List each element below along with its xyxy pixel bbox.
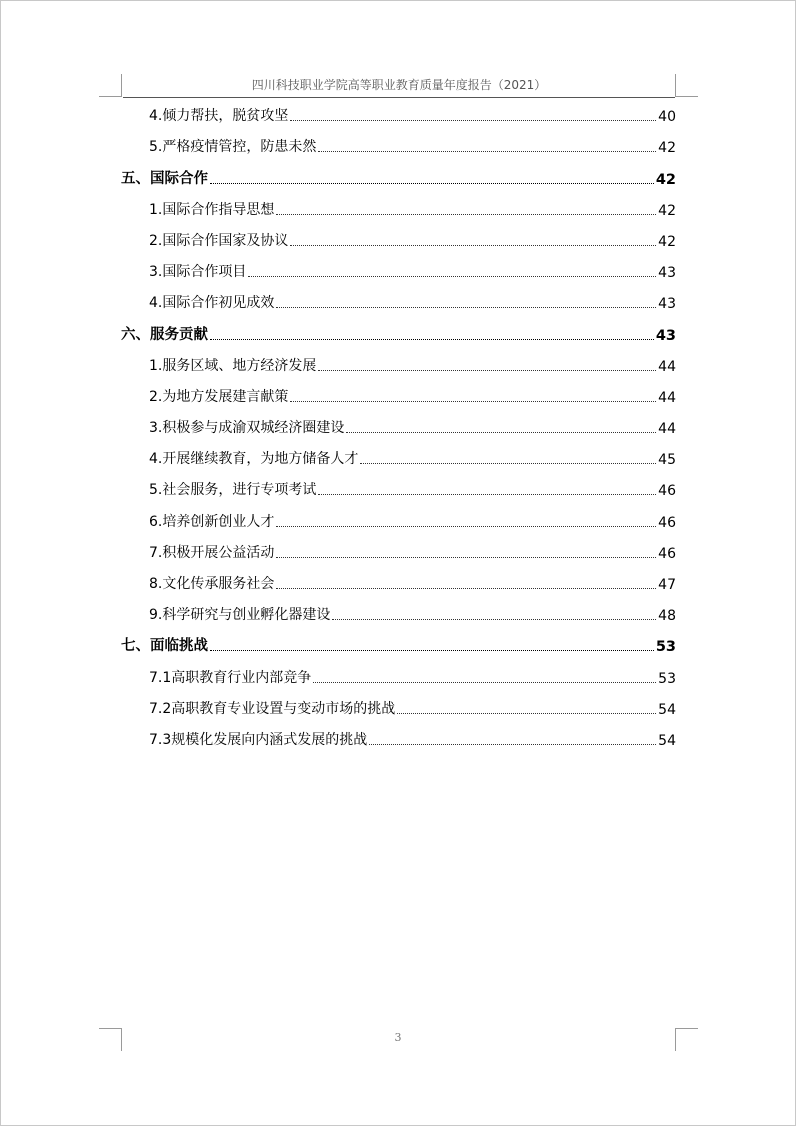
toc-section-entry[interactable] <box>121 316 676 347</box>
toc-entry-label: 3.积极参与成渝双城经济圈建设 <box>149 420 345 437</box>
toc-dot-leader <box>346 432 656 433</box>
toc-entry-label: 5.社会服务，进行专项考试 <box>149 482 317 499</box>
toc-section-entry[interactable] <box>121 160 676 191</box>
toc-entry-label: 7.1高职教育行业内部竞争 <box>149 669 312 686</box>
toc-subsection-entry[interactable] <box>121 659 676 690</box>
table-of-contents <box>121 98 676 753</box>
toc-entry-label: 9.科学研究与创业孵化器建设 <box>149 607 331 624</box>
toc-entry-label: 5.严格疫情管控，防患未然 <box>149 139 317 156</box>
page-header-title: 四川科技职业学院高等职业教育质量年度报告（2021） <box>251 78 547 92</box>
toc-subsection-entry[interactable] <box>121 285 676 316</box>
toc-entry-page: 54 <box>658 701 676 718</box>
toc-entry-page: 53 <box>658 670 676 687</box>
toc-entry-page: 44 <box>658 358 676 375</box>
toc-entry-label: 8.文化传承服务社会 <box>149 576 275 592</box>
toc-subsection-entry[interactable] <box>121 192 676 223</box>
toc-subsection-entry[interactable] <box>121 410 676 441</box>
toc-entry-label: 7.2高职教育专业设置与变动市场的挑战 <box>149 700 396 717</box>
toc-entry-label: 4.倾力帮扶，脱贫攻坚 <box>149 108 289 125</box>
toc-entry-page: 43 <box>658 265 676 282</box>
toc-entry-page: 42 <box>655 171 676 188</box>
toc-entry-page: 43 <box>658 296 676 313</box>
toc-entry-page: 48 <box>658 608 676 625</box>
toc-dot-leader <box>369 744 656 745</box>
toc-entry-label: 4.国际合作初见成效 <box>149 295 275 312</box>
toc-subsection-entry[interactable] <box>121 348 676 379</box>
toc-subsection-entry[interactable] <box>121 566 676 597</box>
toc-entry-label: 7.3规模化发展向内涵式发展的挑战 <box>149 731 368 748</box>
toc-dot-leader <box>276 526 656 527</box>
toc-dot-leader <box>248 276 656 277</box>
toc-entry-label: 3.国际合作项目 <box>149 264 247 281</box>
toc-dot-leader <box>318 494 656 495</box>
toc-subsection-entry[interactable] <box>121 691 676 722</box>
toc-dot-leader <box>276 588 656 589</box>
toc-entry-page: 40 <box>658 109 676 126</box>
toc-entry-page: 46 <box>658 514 676 531</box>
page-number: 3 <box>394 1031 402 1044</box>
toc-subsection-entry[interactable] <box>121 722 676 753</box>
toc-dot-leader <box>397 713 656 714</box>
toc-dot-leader <box>210 650 654 651</box>
toc-entry-page: 46 <box>658 545 676 562</box>
toc-dot-leader <box>360 463 656 464</box>
toc-subsection-entry[interactable] <box>121 441 676 472</box>
toc-entry-label: 六、服务贡献 <box>121 326 208 343</box>
toc-dot-leader <box>290 120 656 121</box>
toc-subsection-entry[interactable] <box>121 535 676 566</box>
toc-entry-page: 42 <box>658 233 676 250</box>
toc-dot-leader <box>318 151 656 152</box>
toc-entry-page: 43 <box>655 327 676 344</box>
toc-entry-label: 2.为地方发展建言献策 <box>149 388 289 405</box>
toc-entry-page: 53 <box>655 639 676 656</box>
toc-subsection-entry[interactable] <box>121 254 676 285</box>
toc-subsection-entry[interactable] <box>121 223 676 254</box>
toc-dot-leader <box>332 619 656 620</box>
toc-entry-label: 6.培养创新创业人才 <box>149 513 275 530</box>
crop-mark-top-left <box>99 74 122 97</box>
toc-dot-leader <box>276 214 656 215</box>
toc-dot-leader <box>290 401 656 402</box>
toc-entry-page: 42 <box>658 140 676 157</box>
toc-dot-leader <box>313 682 656 683</box>
toc-entry-page: 44 <box>658 421 676 438</box>
toc-dot-leader <box>210 339 654 340</box>
toc-entry-label: 2.国际合作国家及协议 <box>149 232 289 249</box>
toc-entry-page: 42 <box>658 202 676 219</box>
toc-entry-label: 七、面临挑战 <box>121 638 208 655</box>
toc-entry-page: 44 <box>658 389 676 406</box>
toc-dot-leader <box>318 370 656 371</box>
toc-section-entry[interactable] <box>121 628 676 659</box>
toc-entry-label: 4.开展继续教育，为地方储备人才 <box>149 451 359 468</box>
toc-entry-label: 1.服务区域、地方经济发展 <box>149 357 317 374</box>
toc-dot-leader <box>276 307 656 308</box>
toc-entry-page: 46 <box>658 483 676 500</box>
toc-subsection-entry[interactable] <box>121 379 676 410</box>
toc-entry-label: 7.积极开展公益活动 <box>149 544 275 561</box>
toc-entry-page: 54 <box>658 732 676 749</box>
toc-entry-label: 五、国际合作 <box>121 170 208 187</box>
toc-subsection-entry[interactable] <box>121 472 676 503</box>
toc-entry-label: 1.国际合作指导思想 <box>149 201 275 218</box>
toc-subsection-entry[interactable] <box>121 503 676 534</box>
toc-dot-leader <box>290 245 656 246</box>
toc-entry-page: 47 <box>658 577 676 593</box>
toc-subsection-entry[interactable] <box>121 597 676 628</box>
toc-entry-page: 45 <box>658 452 676 469</box>
toc-dot-leader <box>210 183 654 184</box>
toc-subsection-entry[interactable] <box>121 129 676 160</box>
toc-dot-leader <box>276 557 656 558</box>
crop-mark-top-right <box>675 74 698 97</box>
toc-subsection-entry[interactable] <box>121 98 676 129</box>
